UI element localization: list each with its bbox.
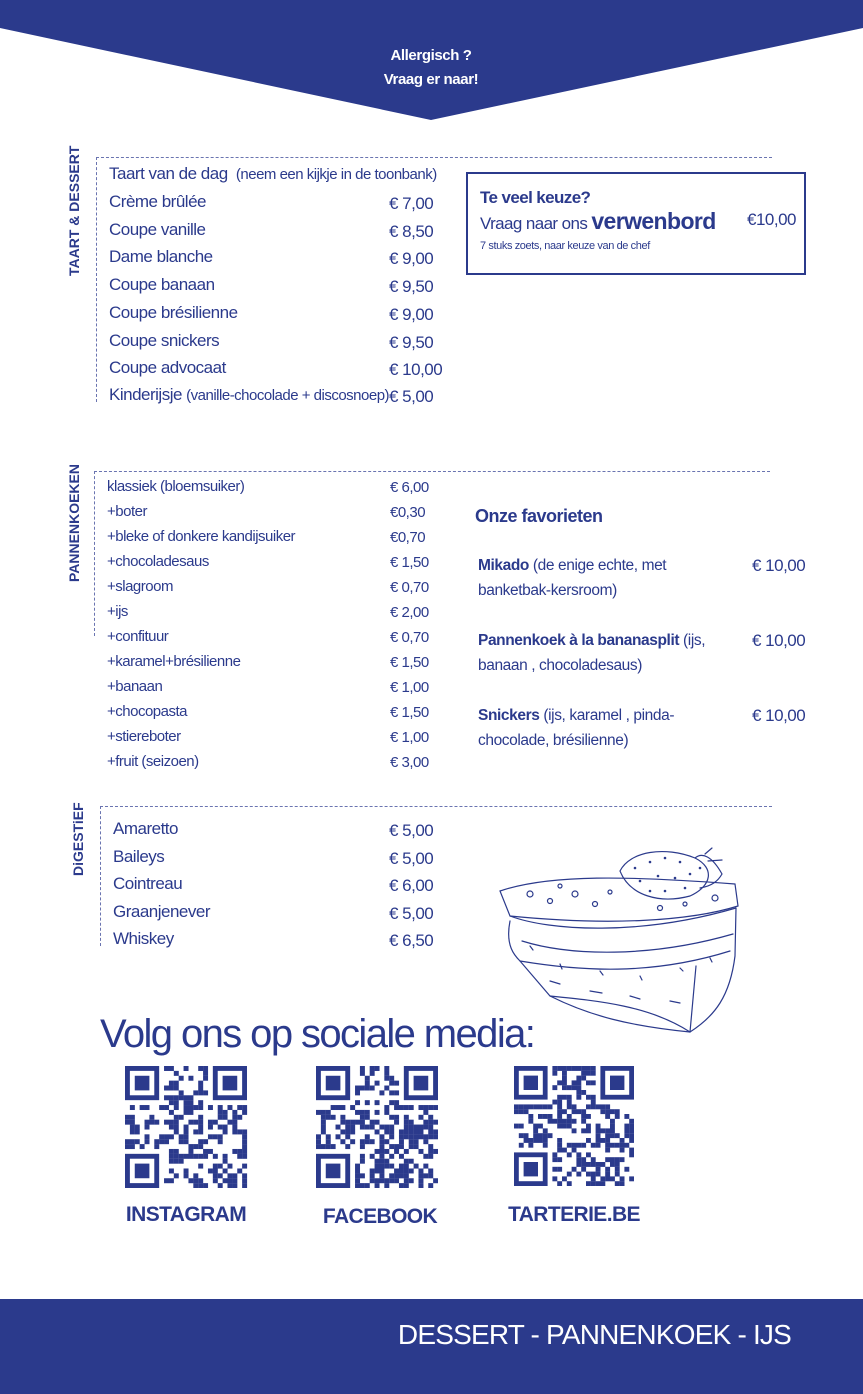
pancake-item-name: +slagroom bbox=[107, 578, 173, 595]
pancake-left-border bbox=[94, 471, 95, 636]
kids-item-name: Kinderijsje bbox=[109, 385, 182, 404]
verwenbord-price: €10,00 bbox=[747, 210, 796, 229]
kids-item bbox=[109, 385, 389, 405]
digestief-divider bbox=[100, 806, 772, 807]
favorites-title: Onze favorieten bbox=[475, 506, 603, 526]
verwenbord-line-1: Te veel keuze? bbox=[480, 188, 591, 207]
verwenbord-line-3: 7 stuks zoets, naar keuze van de chef bbox=[480, 240, 650, 252]
dessert-item-name: Coupe advocaat bbox=[109, 358, 226, 378]
pancake-item-name: +boter bbox=[107, 503, 147, 520]
dessert-item-name: Taart van de dag bbox=[109, 164, 228, 183]
website-link[interactable]: TARTERIE.BE bbox=[508, 1203, 640, 1226]
qr-code-icon[interactable] bbox=[316, 1066, 438, 1188]
verwenbord-line-2-prefix: Vraag naar ons bbox=[480, 214, 592, 233]
dessert-item-price: € 8,50 bbox=[389, 221, 434, 241]
pancake-item-name: +stiereboter bbox=[107, 728, 181, 745]
verwenbord-line-2-bold: verwenbord bbox=[591, 208, 716, 234]
digestief-left-border bbox=[100, 806, 101, 946]
cake-slice-icon bbox=[490, 846, 750, 1036]
favorite-item-name: Snickers bbox=[478, 707, 540, 724]
dessert-item-price: € 9,00 bbox=[389, 304, 434, 324]
pancake-item-price: € 3,00 bbox=[390, 754, 429, 771]
dessert-item-price: € 9,50 bbox=[389, 332, 434, 352]
pancake-item-price: € 1,50 bbox=[390, 554, 429, 571]
pancake-item-name: +chocoladesaus bbox=[107, 553, 209, 570]
digestief-item-price: € 6,00 bbox=[389, 876, 434, 895]
pancake-item-price: € 1,00 bbox=[390, 679, 429, 696]
favorite-item bbox=[478, 703, 728, 753]
social-title: Volg ons op sociale media: bbox=[100, 1012, 535, 1056]
favorite-item bbox=[478, 628, 728, 678]
allergy-line-1: Allergisch ? bbox=[390, 47, 472, 64]
favorite-item-name: Mikado bbox=[478, 557, 529, 574]
allergy-line-2: Vraag er naar! bbox=[383, 71, 479, 88]
facebook-link[interactable]: FACEBOOK bbox=[322, 1205, 438, 1228]
digestief-item-price: € 5,00 bbox=[389, 848, 434, 868]
instagram-link[interactable]: INSTAGRAM bbox=[125, 1203, 247, 1226]
pancake-divider bbox=[94, 471, 770, 472]
favorite-item bbox=[478, 553, 728, 603]
dessert-item-name: Coupe brésilienne bbox=[109, 302, 238, 322]
section-label-digestief: DiGESTiEF bbox=[70, 802, 86, 876]
digestief-item-name: Graanjenever bbox=[113, 901, 211, 921]
digestief-item-price: € 6,50 bbox=[389, 931, 434, 950]
pancake-item-price: € 0,70 bbox=[390, 579, 429, 596]
pancake-item-price: € 1,50 bbox=[390, 654, 429, 671]
dessert-item-note: (neem een kijkje in de toonbank) bbox=[235, 166, 437, 183]
dessert-item-name: Crème brûlée bbox=[109, 192, 206, 211]
digestief-item-price: € 5,00 bbox=[389, 821, 434, 840]
favorite-item-name: Pannenkoek à la bananasplit bbox=[478, 632, 680, 649]
section-label-pancakes: PANNENKOEKEN bbox=[66, 464, 82, 582]
favorite-item-price: € 10,00 bbox=[752, 706, 806, 725]
pancake-item-price: € 6,00 bbox=[390, 479, 429, 496]
pancake-item-price: € 2,00 bbox=[390, 604, 429, 621]
kids-item-note: (vanille-chocolade + discosnoep) bbox=[186, 387, 390, 404]
digestief-item-name: Amaretto bbox=[113, 819, 178, 838]
pancake-item-name: +fruit (seizoen) bbox=[107, 753, 199, 770]
pancake-item-price: € 0,70 bbox=[390, 629, 429, 646]
pancake-item-name: +bleke of donkere kandijsuiker bbox=[107, 528, 296, 545]
dessert-left-border bbox=[96, 157, 97, 402]
qr-code-icon[interactable] bbox=[514, 1066, 634, 1186]
pancake-item-name: +banaan bbox=[107, 678, 163, 695]
pancake-item-price: €0,30 bbox=[390, 504, 426, 521]
kids-item-price: € 5,00 bbox=[389, 387, 434, 406]
footer-bar bbox=[0, 1299, 863, 1394]
dessert-item-price: € 9,50 bbox=[389, 277, 434, 297]
dessert-divider bbox=[96, 157, 772, 158]
dessert-item-price: € 7,00 bbox=[389, 194, 434, 213]
dessert-item-price: € 9,00 bbox=[389, 249, 434, 269]
dessert-item-0 bbox=[109, 164, 437, 184]
dessert-item-name: Coupe snickers bbox=[109, 330, 220, 350]
digestief-item-name: Cointreau bbox=[113, 874, 183, 893]
allergy-notice bbox=[331, 44, 531, 92]
digestief-item-name: Baileys bbox=[113, 846, 165, 866]
digestief-item-price: € 5,00 bbox=[389, 903, 434, 923]
section-label-dessert: TAART & DESSERT bbox=[66, 145, 82, 276]
dessert-item-name: Dame blanche bbox=[109, 247, 213, 267]
favorite-item-price: € 10,00 bbox=[752, 631, 806, 650]
favorite-item-description: (ijs, karamel , pinda-chocolade, brésilienne) bbox=[478, 707, 675, 749]
pancake-item-name: klassiek (bloemsuiker) bbox=[107, 478, 245, 495]
pancake-item-name: +ijs bbox=[107, 603, 128, 620]
favorite-item-description: (ijs, banaan , chocoladesaus) bbox=[478, 632, 706, 674]
verwenbord-line-2 bbox=[480, 208, 716, 235]
pancake-item-price: € 1,50 bbox=[390, 704, 429, 721]
favorite-item-description: (de enige echte, met banketbak-kersroom) bbox=[478, 557, 667, 599]
dessert-item-price: € 10,00 bbox=[389, 360, 443, 380]
qr-code-icon[interactable] bbox=[124, 1066, 248, 1188]
verwenbord-box bbox=[466, 172, 806, 275]
pancake-item-name: +chocopasta bbox=[107, 703, 187, 720]
digestief-item-name: Whiskey bbox=[113, 929, 174, 948]
dessert-item-name: Coupe banaan bbox=[109, 275, 215, 295]
pancake-item-name: +confituur bbox=[107, 628, 169, 645]
dessert-item-name: Coupe vanille bbox=[109, 219, 206, 239]
footer-text: DESSERT - PANNENKOEK - IJS bbox=[397, 1319, 791, 1350]
favorite-item-price: € 10,00 bbox=[752, 556, 806, 575]
pancake-item-name: +karamel+brésilienne bbox=[107, 653, 241, 670]
pancake-item-price: € 1,00 bbox=[390, 729, 429, 746]
pancake-item-price: €0,70 bbox=[390, 529, 426, 546]
